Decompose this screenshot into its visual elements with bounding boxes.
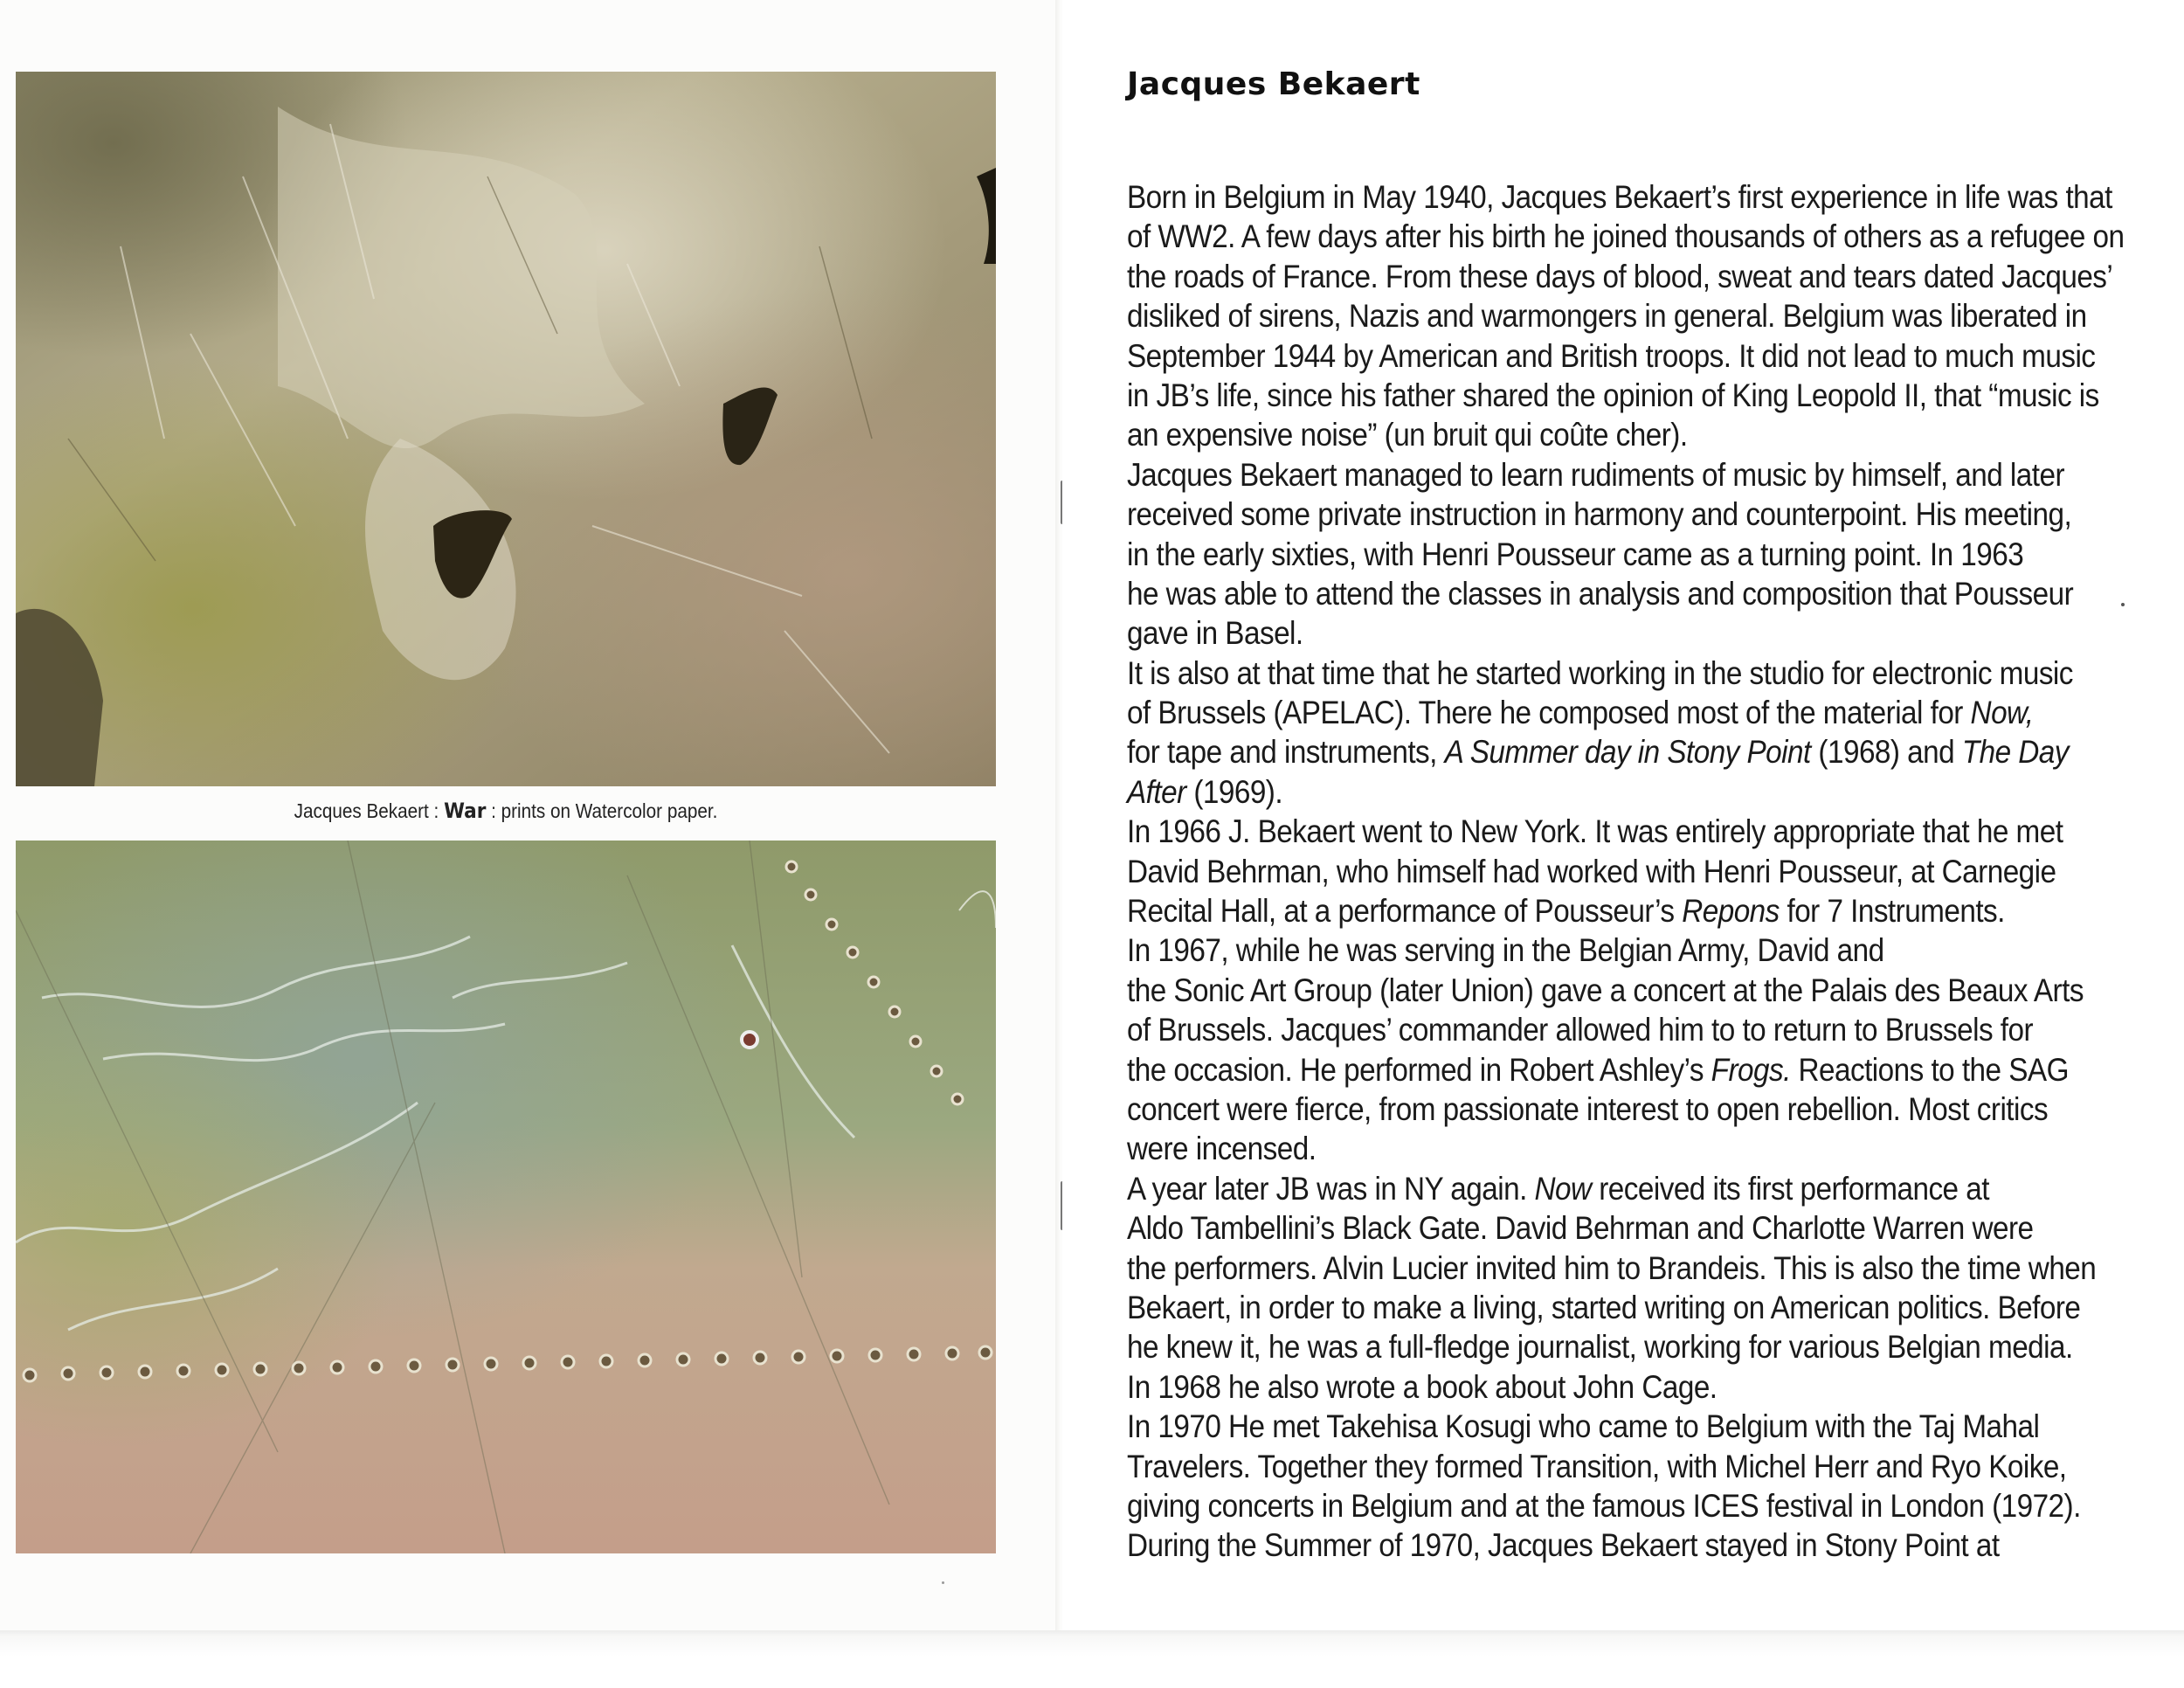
text-run: the Sonic Art Group (later Union) gave a concert at the Palais des Beaux Arts <box>1127 972 2084 1008</box>
article-title: Jacques Bekaert <box>1127 66 1420 102</box>
italic-title: Now, <box>1970 695 2034 731</box>
artwork-caption <box>65 799 947 823</box>
italic-title: Frogs. <box>1711 1051 1791 1088</box>
text-run: concert were fierce, from passionate interest to open rebellion. Most critics <box>1127 1090 2049 1127</box>
text-run: were incensed. <box>1127 1131 1317 1167</box>
text-line <box>1127 1407 2055 1446</box>
text-run: In 1968 he also wrote a book about John Cage. <box>1127 1368 1717 1405</box>
text-line <box>1127 574 2074 613</box>
paper-speck <box>2121 603 2125 606</box>
text-line <box>1127 732 2069 771</box>
text-line <box>1127 336 2096 376</box>
text-run: During the Summer of 1970, Jacques Bekaert stayed in Stony Point at <box>1127 1527 2000 1564</box>
text-run: gave in Basel. <box>1127 615 1303 652</box>
text-run: an expensive noise” (un bruit qui coûte cher). <box>1127 417 1688 453</box>
italic-title: After <box>1127 773 1186 810</box>
page-bottom-edge <box>0 1630 2184 1688</box>
text-line <box>1127 971 2084 1010</box>
text-run: A year later JB was in NY again. <box>1127 1170 1535 1207</box>
text-line <box>1127 415 2055 454</box>
text-run: In 1966 J. Bekaert went to New York. It was entirely appropriate that he met <box>1127 813 2063 850</box>
text-line <box>1127 613 2055 653</box>
text-run: the occasion. He performed in Robert Ashley’s <box>1127 1051 1711 1088</box>
text-run: It is also at that time that he started working in the studio for electronic music <box>1127 654 2073 691</box>
text-run: of Brussels. Jacques’ commander allowed him to to return to Brussels for <box>1127 1012 2034 1048</box>
text-run: Reactions to the SAG <box>1790 1051 2069 1088</box>
text-line <box>1127 654 2073 693</box>
text-line <box>1127 891 2055 930</box>
text-run: (1969). <box>1185 773 1283 810</box>
text-run: in JB’s life, since his father shared the opinion of King Leopold II, that “music is <box>1127 377 2099 413</box>
artwork-war-upper-image <box>16 72 996 786</box>
text-run: (1968) and <box>1810 734 1962 771</box>
text-line <box>1127 455 2064 495</box>
text-run: received its first performance at <box>1591 1170 1989 1207</box>
artwork-war-lower <box>16 841 996 1553</box>
text-run: of WW2. A few days after his birth he joined thousands of others as a refugee on <box>1127 218 2125 255</box>
text-line <box>1127 1486 2081 1525</box>
text-run: Born in Belgium in May 1940, Jacques Bekaert’s first experience in life was that <box>1127 179 2112 215</box>
text-run: September 1944 by American and British troops. It did not lead to much music <box>1127 337 2096 374</box>
italic-title: The Day <box>1961 734 2069 771</box>
text-run: giving concerts in Belgium and at the famous ICES festival in London (1972). <box>1127 1487 2081 1524</box>
text-line <box>1127 1129 2055 1168</box>
italic-title: A Summer day in Stony Point <box>1444 734 1811 771</box>
text-line <box>1127 535 2055 574</box>
text-run: the performers. Alvin Lucier invited him to Brandeis. This is also the time when <box>1127 1249 2097 1286</box>
text-run: Bekaert, in order to make a living, started writing on American politics. Before <box>1127 1289 2081 1325</box>
text-run: received some private instruction in harmony and counterpoint. His meeting, <box>1127 496 2072 533</box>
text-line <box>1127 1288 2081 1327</box>
text-line <box>1127 217 2125 256</box>
text-run: In 1970 He met Takehisa Kosugi who came to Belgium with the Taj Mahal <box>1127 1408 2040 1445</box>
text-run: of Brussels (APELAC). There he composed most of the material for <box>1127 695 1971 731</box>
caption-artwork-title: War <box>444 799 487 823</box>
italic-title: Repons <box>1682 893 1780 930</box>
text-run: for tape and instruments, <box>1127 734 1445 771</box>
text-run: Aldo Tambellini’s Black Gate. David Behrman and Charlotte Warren were <box>1127 1210 2034 1247</box>
text-run: Travelers. Together they formed Transition, with Michel Herr and Ryo Koike, <box>1127 1448 2067 1484</box>
text-run: in the early sixties, with Henri Pousseur came as a turning point. In 1963 <box>1127 536 2024 572</box>
text-run: Recital Hall, at a performance of Pousseur’s <box>1127 893 1683 930</box>
caption-prefix: Jacques Bekaert : <box>294 799 445 822</box>
text-line <box>1127 1525 2055 1565</box>
text-run: disliked of sirens, Nazis and warmongers in general. Belgium was liberated in <box>1127 298 2087 335</box>
text-run: the roads of France. From these days of blood, sweat and tears dated Jacques’ <box>1127 258 2113 294</box>
text-line <box>1127 1447 2067 1486</box>
text-run: he knew it, he was a full-fledge journalist, working for various Belgian media. <box>1127 1329 2073 1366</box>
text-line <box>1127 1169 2055 1208</box>
text-run: In 1967, while he was serving in the Belgian Army, David and <box>1127 932 1884 969</box>
artwork-war-upper <box>16 72 996 786</box>
text-line <box>1127 852 2055 891</box>
text-line <box>1127 296 2087 336</box>
text-line <box>1127 1367 2055 1407</box>
text-line <box>1127 1249 2097 1288</box>
text-line <box>1127 1090 2055 1129</box>
text-line <box>1127 376 2099 415</box>
text-line <box>1127 1010 2055 1049</box>
text-run: for 7 Instruments. <box>1779 893 2005 930</box>
text-line <box>1127 1327 2073 1366</box>
text-line <box>1127 1050 2069 1090</box>
artwork-war-lower-image <box>16 841 996 1553</box>
text-line <box>1127 1208 2055 1248</box>
text-run: he was able to attend the classes in analysis and composition that Pousseur <box>1127 575 2074 612</box>
biography-text <box>1127 177 2125 1566</box>
text-line <box>1127 693 2055 732</box>
text-line <box>1127 812 2063 851</box>
text-run: David Behrman, who himself had worked with Henri Pousseur, at Carnegie <box>1127 853 2056 889</box>
text-line <box>1127 257 2113 296</box>
caption-suffix: : prints on Watercolor paper. <box>486 799 718 822</box>
text-run: Jacques Bekaert managed to learn rudiments of music by himself, and later <box>1127 456 2064 493</box>
text-line <box>1127 772 2055 812</box>
text-line <box>1127 495 2072 534</box>
text-line <box>1127 930 2055 970</box>
paper-speck <box>942 1581 944 1584</box>
italic-title: Now <box>1534 1170 1592 1207</box>
text-line <box>1127 177 2112 217</box>
